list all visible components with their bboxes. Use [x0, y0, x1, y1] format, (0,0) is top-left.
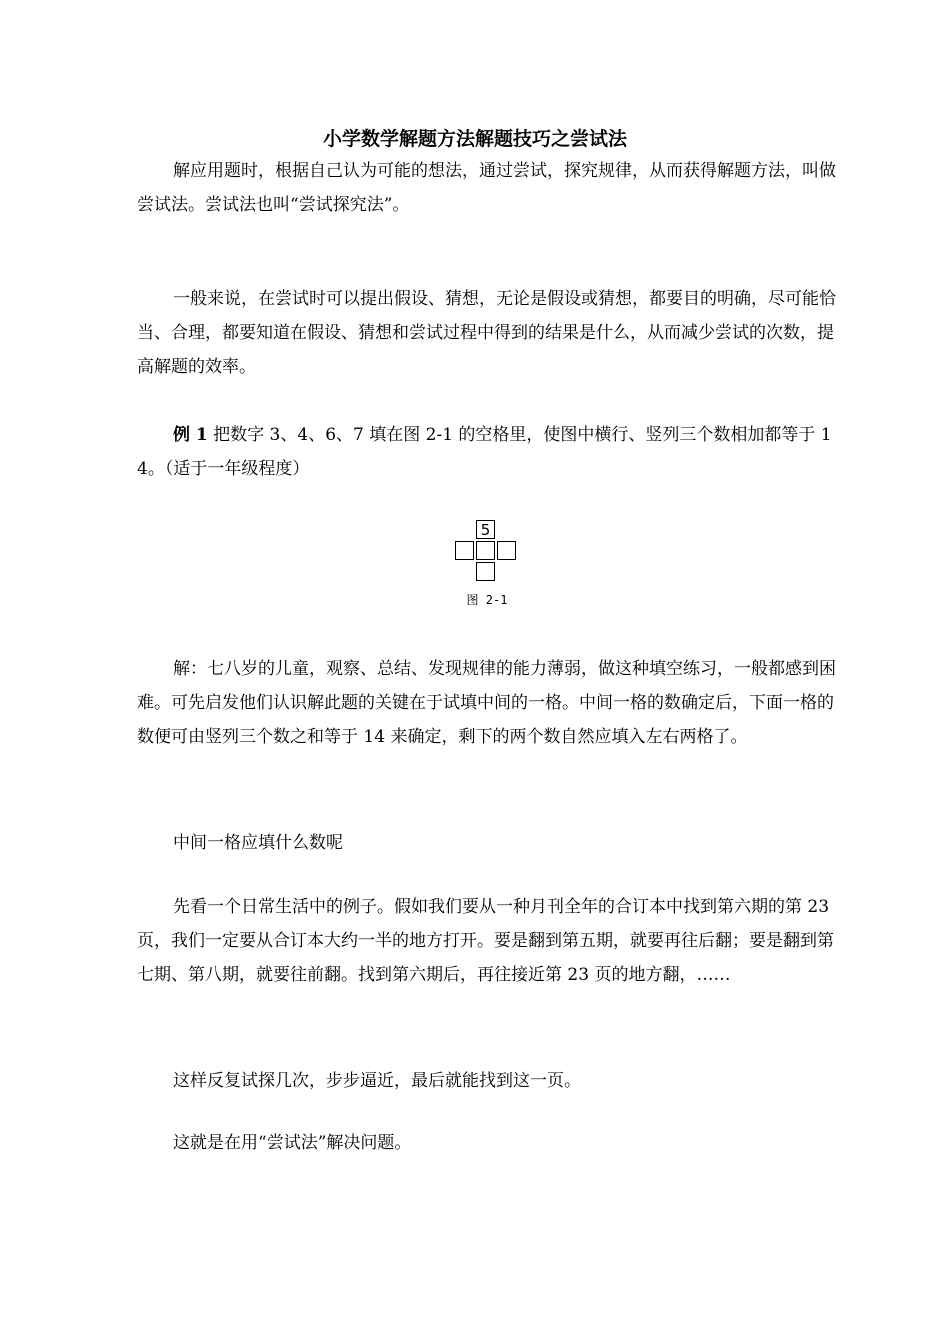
cross-grid-figure — [455, 520, 519, 584]
example-text: 把数字 3、4、6、7 填在图 2-1 的空格里，使图中横行、竖列三个数相加都等于 14。（适于一年级程度） — [137, 425, 832, 479]
paragraph-example-1 — [137, 418, 837, 486]
example-label: 例 1 — [173, 425, 208, 445]
grid-cell-right — [497, 541, 516, 560]
paragraph-definition: 解应用题时，根据自己认为可能的想法，通过尝试，探究规律，从而获得解题方法，叫做尝试法。尝试法也叫“尝试探究法”。 — [137, 161, 836, 215]
paragraph-conclusion: 这就是在用“尝试法”解决问题。 — [173, 1133, 412, 1153]
figure-caption: 图 2-1 — [466, 593, 508, 607]
grid-cell-top: 5 — [476, 520, 495, 539]
paragraph-question: 中间一格应填什么数呢 — [173, 833, 343, 853]
grid-cell-bottom — [476, 562, 495, 581]
paragraph-general-advice: 一般来说，在尝试时可以提出假设、猜想，无论是假设或猜想，都要目的明确，尽可能恰当、合理，都要知道在假设、猜想和尝试过程中得到的结果是什么，从而减少尝试的次数，提高解题的效率。 — [137, 289, 836, 377]
paragraph-solution: 解：七八岁的儿童，观察、总结、发现规律的能力薄弱，做这种填空练习，一般都感到困难。可先启发他们认识解此题的关键在于试填中间的一格。中间一格的数确定后，下面一格的数便可由竖列三个数之和等于 14 来确定，剩下的两个数自然应填入左右两格了。 — [137, 659, 836, 747]
document-title: 小学数学解题方法解题技巧之尝试法 — [322, 128, 627, 150]
paragraph-daily-example: 先看一个日常生活中的例子。假如我们要从一种月刊全年的合订本中找到第六期的第 23 页，我们一定要从合订本大约一半的地方打开。要是翻到第五期，就要再往后翻；要是翻到第七期、第八期，就要往前翻。找到第六期后，再往接近第 23 页的地方翻，…… — [137, 897, 834, 985]
grid-cell-middle — [476, 541, 495, 560]
grid-cell-left — [455, 541, 474, 560]
paragraph-repeat-trials: 这样反复试探几次，步步逼近，最后就能找到这一页。 — [173, 1071, 581, 1091]
